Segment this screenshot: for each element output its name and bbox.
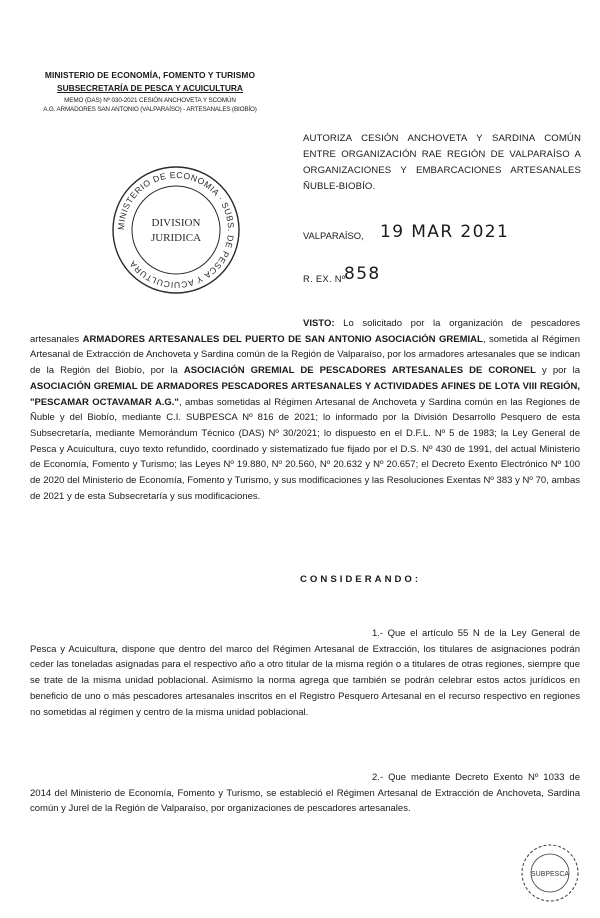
visto-org-2: ASOCIACIÓN GREMIAL DE PESCADORES ARTESANALES DE CORONEL — [183, 365, 536, 377]
stamp-line-1: DIVISION — [151, 217, 201, 229]
visto-org-3: ASOCIACIÓN GREMIAL DE ARMADORES PESCADORES ARTESANALES Y ACTIVIDADES AFINES DE LOTA VIII REGIÓN, "PESCAMAR OCTAVAMAR A.G." — [30, 380, 580, 408]
rex-number: 858 — [344, 264, 381, 284]
division-juridica-stamp — [106, 160, 246, 300]
place-label: VALPARAÍSO, — [303, 230, 364, 241]
subsecretaria-name: SUBSECRETARÍA DE PESCA Y ACUICULTURA — [57, 83, 243, 93]
visto-text-3: y por la — [535, 365, 581, 377]
considerando-paragraph-1: 1.- Que el artículo 55 N de la Ley General de Pesca y Acuicultura, dispone que dentro del marco del Régimen Artesanal de Extracción, los titulares de asignaciones podrán ceder las toneladas asignadas para el respectivo año a otro titular de la misma región o a titulares de otras regiones, siempre que se trate de la misma unidad poblacional. Asimismo la norma agrega que también se podrán celebrar estos actos jurídicos en beneficio de uno o más pescadores artesanales inscritos en el Registro Pesquero Artesanal en el recurso respectivo en regiones no sometidas al régimen y centro de la misma unidad poblacional. — [30, 628, 580, 718]
seal-text: SUBPESCA — [530, 871, 570, 878]
stamp-ring-text: MINISTERIO DE ECONOMIA · SUBS. DE PESCA Y ACUICULTURA — [115, 169, 237, 291]
rex-label: R. EX. Nº — [303, 273, 346, 284]
considerando-paragraph-2: 2.- Que mediante Decreto Exento Nº 1033 de 2014 del Ministerio de Economía, Fomento y Turismo, se estableció el Régimen Artesanal de Extracción de Anchoveta, Sardina común y Jurel de la Región de Valparaíso, por organizaciones de pescadores artesanales. — [30, 772, 580, 815]
resolution-title: AUTORIZA CESIÓN ANCHOVETA Y SARDINA COMÚN ENTRE ORGANIZACIÓN RAE REGIÓN DE VALPARAÍSO A ORGANIZACIONES Y EMBARCACIONES ARTESANALES ÑUBLE-BIOBÍO. — [303, 133, 581, 192]
visto-text-1: Lo solicitado por la organización de pescadores artesanales — [30, 318, 580, 345]
visto-paragraph — [30, 316, 580, 504]
memo-reference: MEMO (DAS) Nº 030-2021 CESIÓN ANCHOVETA Y SCOMÚN — [64, 97, 236, 104]
visto-text-4: , ambas sometidas al Régimen Artesanal de Anchoveta y Sardina común en las Regiones de Ñuble y del Biobío, mediante C.I. SUBPESCA Nº 816 de 2021; lo informado por la División Desarrollo Pesquero de esta Subsecretaría, mediante Memorándum Técnico (DAS) Nº 30/2021; lo dispuesto en el D.F.L. Nº 5 de 1983; la Ley General de Pesca y Acuicultura, cuyo texto refundido, coordinado y sistematizado fue fijado por el D.S. Nº 430 de 1991, del actual Ministerio de Economía, Fomento y Turismo; las Leyes Nº 19.880, Nº 20.560, Nº 20.632 y Nº 20.657; el Decreto Exento Electrónico Nº 100 de 2020 del Ministerio de Economía, Fomento y Turismo, y sus modificaciones y las Resoluciones Exentas Nº 383 y Nº 70, ambas de 2021 y de esta Subsecretaría y sus modificaciones. — [30, 396, 580, 502]
ministry-name: MINISTERIO DE ECONOMÍA, FOMENTO Y TURISMO — [44, 70, 256, 80]
page-seal — [518, 842, 582, 904]
resolution-date: 19 MAR 2021 — [380, 222, 510, 242]
letterhead — [30, 70, 270, 113]
visto-label: VISTO: — [303, 318, 335, 329]
organization-reference: A.G. ARMADORES SAN ANTONIO (VALPARAÍSO) - ARTESANALES (BIOBÍO) — [43, 106, 257, 113]
stamp-line-2: JURIDICA — [150, 232, 202, 244]
visto-text-2: , sometida al Régimen Artesanal de Extracción de Anchoveta y Sardina común de la Región de Valparaíso, por los armadores artesanales que se indican de la Región del Biobío, por la — [30, 333, 580, 377]
visto-org-1: ARMADORES ARTESANALES DEL PUERTO DE SAN ANTONIO ASOCIACIÓN GREMIAL — [82, 333, 483, 345]
considerando-heading: CONSIDERANDO: — [300, 574, 422, 585]
